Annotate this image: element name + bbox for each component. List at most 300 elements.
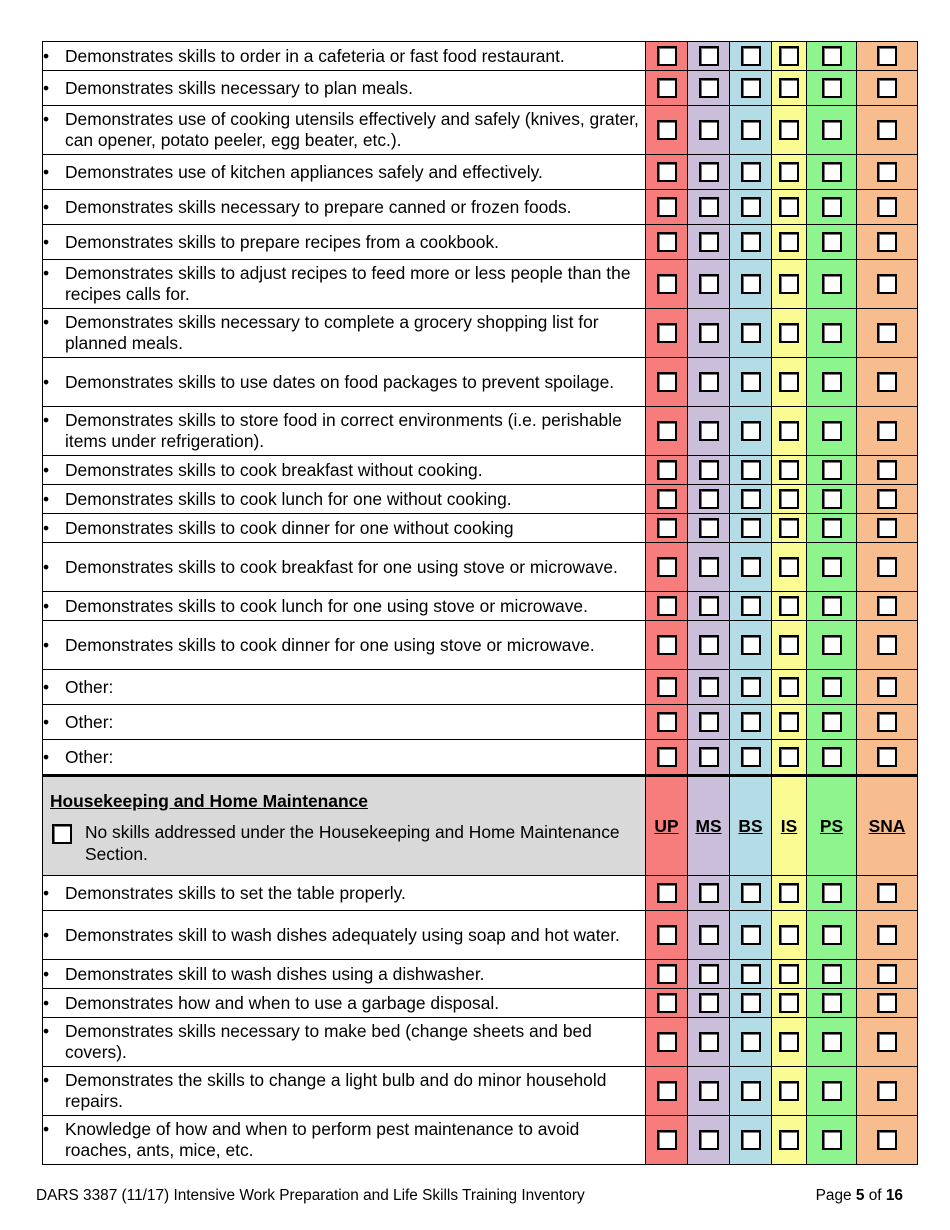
checkbox-ms[interactable]	[699, 925, 719, 945]
checkbox-ms[interactable]	[699, 1130, 719, 1150]
rating-cell-sna	[857, 71, 918, 106]
checkbox-up[interactable]	[657, 197, 677, 217]
rating-cell-bs	[730, 1116, 772, 1165]
checkbox-ps[interactable]	[822, 677, 842, 697]
checkbox-ps[interactable]	[822, 232, 842, 252]
rating-cell-up	[646, 309, 688, 358]
bullet-icon: •	[43, 410, 50, 430]
checkbox-sna[interactable]	[877, 747, 897, 767]
checkbox-ps[interactable]	[822, 46, 842, 66]
rating-cell-is	[772, 876, 807, 911]
rating-cell-ps	[807, 592, 857, 621]
checkbox-sna[interactable]	[877, 712, 897, 732]
skill-text: Demonstrates skills to cook breakfast without cooking.	[65, 459, 483, 480]
rating-cell-up	[646, 485, 688, 514]
rating-cell-ps	[807, 1018, 857, 1067]
checkbox-up[interactable]	[657, 1130, 677, 1150]
bullet-icon: •	[43, 312, 50, 332]
checkbox-ps[interactable]	[822, 883, 842, 903]
rating-cell-is	[772, 989, 807, 1018]
rating-cell-ms	[688, 407, 730, 456]
rating-cell-ps	[807, 1067, 857, 1116]
skill-description-cell	[43, 456, 646, 485]
rating-cell-bs	[730, 1018, 772, 1067]
checkbox-up[interactable]	[657, 518, 677, 538]
checkbox-is[interactable]	[779, 883, 799, 903]
checkbox-is[interactable]	[779, 78, 799, 98]
rating-cell-bs	[730, 514, 772, 543]
checkbox-ps[interactable]	[822, 518, 842, 538]
checkbox-bs[interactable]	[741, 120, 761, 140]
checkbox-ms[interactable]	[699, 46, 719, 66]
checkbox-is[interactable]	[779, 518, 799, 538]
skill-text: Demonstrates skills to store food in correct environments (i.e. perishable items under refrigeration).	[65, 410, 622, 451]
checkbox-sna[interactable]	[877, 635, 897, 655]
skill-text: Demonstrates skills to cook dinner for one using stove or microwave.	[65, 634, 595, 655]
skill-row	[43, 485, 918, 514]
rating-cell-ps	[807, 485, 857, 514]
checkbox-sna[interactable]	[877, 162, 897, 182]
no-skills-option	[50, 821, 637, 865]
rating-cell-sna	[857, 260, 918, 309]
rating-cell-sna	[857, 670, 918, 705]
checkbox-up[interactable]	[657, 372, 677, 392]
no-skills-checkbox[interactable]	[52, 824, 72, 844]
rating-cell-up	[646, 407, 688, 456]
rating-cell-bs	[730, 407, 772, 456]
checkbox-up[interactable]	[657, 120, 677, 140]
skill-text: Demonstrates skills to cook lunch for one without cooking.	[65, 488, 512, 509]
checkbox-ms[interactable]	[699, 489, 719, 509]
rating-cell-ms	[688, 190, 730, 225]
checkbox-is[interactable]	[779, 197, 799, 217]
skill-description-cell	[43, 514, 646, 543]
checkbox-ms[interactable]	[699, 557, 719, 577]
checkbox-ps[interactable]	[822, 1130, 842, 1150]
skill-text: Demonstrates skill to wash dishes using a dishwasher.	[65, 963, 485, 984]
checkbox-ms[interactable]	[699, 162, 719, 182]
checkbox-ps[interactable]	[822, 162, 842, 182]
checkbox-sna[interactable]	[877, 557, 897, 577]
skill-row	[43, 592, 918, 621]
checkbox-sna[interactable]	[877, 197, 897, 217]
skill-item	[43, 162, 645, 183]
skill-item	[43, 677, 645, 698]
checkbox-ps[interactable]	[822, 489, 842, 509]
checkbox-ms[interactable]	[699, 964, 719, 984]
rating-cell-up	[646, 670, 688, 705]
rating-cell-ms	[688, 155, 730, 190]
checkbox-sna[interactable]	[877, 46, 897, 66]
checkbox-up[interactable]	[657, 557, 677, 577]
skill-item	[43, 518, 645, 539]
rating-cell-sna	[857, 190, 918, 225]
checkbox-ms[interactable]	[699, 274, 719, 294]
skill-description-cell	[43, 960, 646, 989]
skill-item	[43, 460, 645, 481]
checkbox-ms[interactable]	[699, 1081, 719, 1101]
skill-text: Demonstrates skills necessary to plan meals.	[65, 77, 413, 98]
checkbox-is[interactable]	[779, 747, 799, 767]
rating-cell-is	[772, 407, 807, 456]
checkbox-bs[interactable]	[741, 1032, 761, 1052]
checkbox-sna[interactable]	[877, 883, 897, 903]
checkbox-bs[interactable]	[741, 460, 761, 480]
skill-item	[43, 372, 645, 393]
checkbox-ms[interactable]	[699, 372, 719, 392]
checkbox-is[interactable]	[779, 460, 799, 480]
checkbox-is[interactable]	[779, 489, 799, 509]
rating-cell-bs	[730, 456, 772, 485]
checkbox-up[interactable]	[657, 1081, 677, 1101]
rating-cell-bs	[730, 358, 772, 407]
rating-cell-is	[772, 911, 807, 960]
checkbox-up[interactable]	[657, 162, 677, 182]
rating-cell-sna	[857, 1116, 918, 1165]
checkbox-bs[interactable]	[741, 489, 761, 509]
checkbox-up[interactable]	[657, 274, 677, 294]
rating-cell-sna	[857, 705, 918, 740]
checkbox-is[interactable]	[779, 421, 799, 441]
checkbox-up[interactable]	[657, 460, 677, 480]
skill-item	[43, 712, 645, 733]
rating-cell-up	[646, 1116, 688, 1165]
page-total: 16	[885, 1187, 903, 1204]
column-header-bs: BS	[730, 776, 772, 876]
skill-description-cell	[43, 740, 646, 776]
skill-item	[43, 747, 645, 768]
checkbox-bs[interactable]	[741, 232, 761, 252]
checkbox-is[interactable]	[779, 925, 799, 945]
checkbox-bs[interactable]	[741, 197, 761, 217]
rating-cell-ms	[688, 911, 730, 960]
skill-description-cell	[43, 543, 646, 592]
rating-cell-bs	[730, 705, 772, 740]
checkbox-ps[interactable]	[822, 120, 842, 140]
checkbox-sna[interactable]	[877, 421, 897, 441]
rating-cell-bs	[730, 155, 772, 190]
skill-description-cell	[43, 1116, 646, 1165]
rating-cell-ms	[688, 621, 730, 670]
checkbox-ps[interactable]	[822, 78, 842, 98]
bullet-icon: •	[43, 1021, 50, 1041]
footer-form-title: DARS 3387 (11/17) Intensive Work Preparation and Life Skills Training Inventory	[36, 1187, 585, 1204]
checkbox-is[interactable]	[779, 712, 799, 732]
checkbox-up[interactable]	[657, 1032, 677, 1052]
rating-cell-up	[646, 740, 688, 776]
checkbox-sna[interactable]	[877, 232, 897, 252]
checkbox-up[interactable]	[657, 925, 677, 945]
checkbox-is[interactable]	[779, 1130, 799, 1150]
checkbox-ms[interactable]	[699, 883, 719, 903]
rating-cell-is	[772, 485, 807, 514]
checkbox-is[interactable]	[779, 323, 799, 343]
checkbox-up[interactable]	[657, 747, 677, 767]
checkbox-ps[interactable]	[822, 460, 842, 480]
checkbox-is[interactable]	[779, 677, 799, 697]
skill-row	[43, 456, 918, 485]
checkbox-bs[interactable]	[741, 372, 761, 392]
checkbox-bs[interactable]	[741, 46, 761, 66]
rating-cell-ms	[688, 740, 730, 776]
checkbox-up[interactable]	[657, 489, 677, 509]
checkbox-ps[interactable]	[822, 635, 842, 655]
rating-cell-ps	[807, 621, 857, 670]
checkbox-up[interactable]	[657, 421, 677, 441]
skill-description-cell	[43, 42, 646, 71]
rating-cell-is	[772, 106, 807, 155]
skill-item	[43, 1119, 645, 1161]
skill-text: Other:	[65, 746, 114, 767]
checkbox-sna[interactable]	[877, 120, 897, 140]
checkbox-bs[interactable]	[741, 421, 761, 441]
checkbox-sna[interactable]	[877, 964, 897, 984]
skill-text: Demonstrates skills necessary to complete a grocery shopping list for planned meals.	[65, 312, 599, 353]
skill-item	[43, 557, 645, 578]
rating-cell-ms	[688, 989, 730, 1018]
checkbox-is[interactable]	[779, 557, 799, 577]
rating-cell-up	[646, 42, 688, 71]
checkbox-ms[interactable]	[699, 120, 719, 140]
rating-cell-ps	[807, 190, 857, 225]
bullet-icon: •	[43, 371, 50, 392]
bullet-icon: •	[43, 556, 50, 577]
checkbox-ms[interactable]	[699, 232, 719, 252]
rating-cell-bs	[730, 309, 772, 358]
skill-item	[43, 109, 645, 151]
rating-cell-is	[772, 155, 807, 190]
checkbox-ms[interactable]	[699, 460, 719, 480]
checkbox-ms[interactable]	[699, 596, 719, 616]
checkbox-up[interactable]	[657, 323, 677, 343]
checkbox-bs[interactable]	[741, 925, 761, 945]
checkbox-ps[interactable]	[822, 197, 842, 217]
checkbox-ms[interactable]	[699, 635, 719, 655]
rating-cell-is	[772, 740, 807, 776]
checkbox-ps[interactable]	[822, 712, 842, 732]
checkbox-bs[interactable]	[741, 596, 761, 616]
checkbox-sna[interactable]	[877, 518, 897, 538]
bullet-icon: •	[43, 634, 50, 655]
checkbox-bs[interactable]	[741, 518, 761, 538]
rating-cell-ps	[807, 225, 857, 260]
checkbox-ms[interactable]	[699, 1032, 719, 1052]
checkbox-up[interactable]	[657, 46, 677, 66]
rating-cell-ps	[807, 543, 857, 592]
checkbox-ps[interactable]	[822, 557, 842, 577]
checkbox-is[interactable]	[779, 1032, 799, 1052]
rating-cell-up	[646, 456, 688, 485]
checkbox-bs[interactable]	[741, 1081, 761, 1101]
rating-cell-ps	[807, 876, 857, 911]
rating-cell-ms	[688, 876, 730, 911]
checkbox-sna[interactable]	[877, 372, 897, 392]
checkbox-up[interactable]	[657, 596, 677, 616]
checkbox-up[interactable]	[657, 712, 677, 732]
checkbox-ms[interactable]	[699, 993, 719, 1013]
checkbox-bs[interactable]	[741, 747, 761, 767]
checkbox-sna[interactable]	[877, 460, 897, 480]
rating-cell-is	[772, 260, 807, 309]
checkbox-bs[interactable]	[741, 635, 761, 655]
checkbox-up[interactable]	[657, 677, 677, 697]
checkbox-ps[interactable]	[822, 274, 842, 294]
checkbox-sna[interactable]	[877, 323, 897, 343]
checkbox-sna[interactable]	[877, 993, 897, 1013]
checkbox-bs[interactable]	[741, 883, 761, 903]
skill-row	[43, 514, 918, 543]
rating-cell-ps	[807, 155, 857, 190]
skill-row	[43, 155, 918, 190]
checkbox-bs[interactable]	[741, 162, 761, 182]
rating-cell-ps	[807, 260, 857, 309]
checkbox-is[interactable]	[779, 1081, 799, 1101]
checkbox-is[interactable]	[779, 372, 799, 392]
skill-item	[43, 596, 645, 617]
checkbox-bs[interactable]	[741, 323, 761, 343]
rating-cell-ps	[807, 358, 857, 407]
rating-cell-up	[646, 911, 688, 960]
checkbox-ps[interactable]	[822, 1081, 842, 1101]
checkbox-sna[interactable]	[877, 489, 897, 509]
rating-cell-ps	[807, 740, 857, 776]
checkbox-ps[interactable]	[822, 925, 842, 945]
skill-description-cell	[43, 358, 646, 407]
bullet-icon: •	[43, 517, 50, 538]
checkbox-bs[interactable]	[741, 964, 761, 984]
skill-item	[43, 883, 645, 904]
rating-cell-is	[772, 71, 807, 106]
rating-cell-up	[646, 106, 688, 155]
checkbox-ms[interactable]	[699, 712, 719, 732]
rating-cell-sna	[857, 592, 918, 621]
rating-cell-ps	[807, 106, 857, 155]
checkbox-is[interactable]	[779, 993, 799, 1013]
checkbox-ps[interactable]	[822, 596, 842, 616]
checkbox-sna[interactable]	[877, 1130, 897, 1150]
rating-cell-sna	[857, 621, 918, 670]
checkbox-sna[interactable]	[877, 274, 897, 294]
bullet-icon: •	[43, 746, 50, 767]
checkbox-sna[interactable]	[877, 925, 897, 945]
checkbox-bs[interactable]	[741, 993, 761, 1013]
bullet-icon: •	[43, 595, 50, 616]
skill-item	[43, 263, 645, 305]
checkbox-up[interactable]	[657, 883, 677, 903]
checkbox-ms[interactable]	[699, 677, 719, 697]
checkbox-sna[interactable]	[877, 1032, 897, 1052]
skill-description-cell	[43, 989, 646, 1018]
checkbox-sna[interactable]	[877, 1081, 897, 1101]
rating-cell-sna	[857, 543, 918, 592]
checkbox-ms[interactable]	[699, 78, 719, 98]
checkbox-is[interactable]	[779, 635, 799, 655]
skill-description-cell	[43, 106, 646, 155]
column-header-sna: SNA	[857, 776, 918, 876]
skill-description-cell	[43, 407, 646, 456]
checkbox-ps[interactable]	[822, 993, 842, 1013]
skill-row	[43, 621, 918, 670]
rating-cell-up	[646, 960, 688, 989]
checkbox-bs[interactable]	[741, 1130, 761, 1150]
skill-description-cell	[43, 155, 646, 190]
footer-page-number	[816, 1187, 903, 1205]
rating-cell-ms	[688, 670, 730, 705]
column-header-ps: PS	[807, 776, 857, 876]
rating-cell-is	[772, 1018, 807, 1067]
checkbox-bs[interactable]	[741, 557, 761, 577]
skill-text: Demonstrates the skills to change a light bulb and do minor household repairs.	[65, 1070, 607, 1111]
rating-cell-bs	[730, 989, 772, 1018]
skill-text: Demonstrates skills to use dates on food packages to prevent spoilage.	[65, 371, 615, 392]
skill-row	[43, 71, 918, 106]
rating-cell-up	[646, 225, 688, 260]
skill-description-cell	[43, 876, 646, 911]
rating-cell-ms	[688, 456, 730, 485]
rating-cell-is	[772, 670, 807, 705]
rating-cell-is	[772, 960, 807, 989]
checkbox-ms[interactable]	[699, 747, 719, 767]
checkbox-up[interactable]	[657, 78, 677, 98]
checkbox-ms[interactable]	[699, 421, 719, 441]
bullet-icon: •	[43, 1119, 50, 1139]
checkbox-up[interactable]	[657, 993, 677, 1013]
checkbox-ps[interactable]	[822, 323, 842, 343]
checkbox-ms[interactable]	[699, 518, 719, 538]
checkbox-is[interactable]	[779, 46, 799, 66]
checkbox-is[interactable]	[779, 274, 799, 294]
checkbox-up[interactable]	[657, 635, 677, 655]
checkbox-up[interactable]	[657, 964, 677, 984]
rating-cell-up	[646, 705, 688, 740]
checkbox-sna[interactable]	[877, 596, 897, 616]
checkbox-is[interactable]	[779, 964, 799, 984]
checkbox-ps[interactable]	[822, 747, 842, 767]
skill-row	[43, 1116, 918, 1165]
skill-description-cell	[43, 225, 646, 260]
checkbox-is[interactable]	[779, 596, 799, 616]
rating-cell-ms	[688, 705, 730, 740]
checkbox-bs[interactable]	[741, 274, 761, 294]
rating-cell-ms	[688, 960, 730, 989]
checkbox-is[interactable]	[779, 162, 799, 182]
skill-row	[43, 670, 918, 705]
checkbox-bs[interactable]	[741, 712, 761, 732]
checkbox-is[interactable]	[779, 232, 799, 252]
checkbox-sna[interactable]	[877, 78, 897, 98]
checkbox-bs[interactable]	[741, 78, 761, 98]
checkbox-bs[interactable]	[741, 677, 761, 697]
checkbox-ms[interactable]	[699, 323, 719, 343]
rating-cell-ps	[807, 514, 857, 543]
rating-cell-ps	[807, 670, 857, 705]
checkbox-ps[interactable]	[822, 421, 842, 441]
rating-cell-sna	[857, 42, 918, 71]
checkbox-ps[interactable]	[822, 1032, 842, 1052]
checkbox-is[interactable]	[779, 120, 799, 140]
rating-cell-bs	[730, 190, 772, 225]
rating-cell-ms	[688, 592, 730, 621]
checkbox-ps[interactable]	[822, 964, 842, 984]
skill-description-cell	[43, 485, 646, 514]
checkbox-sna[interactable]	[877, 677, 897, 697]
checkbox-ps[interactable]	[822, 372, 842, 392]
checkbox-up[interactable]	[657, 232, 677, 252]
rating-cell-up	[646, 543, 688, 592]
skill-item	[43, 925, 645, 946]
rating-cell-sna	[857, 358, 918, 407]
checkbox-ms[interactable]	[699, 197, 719, 217]
